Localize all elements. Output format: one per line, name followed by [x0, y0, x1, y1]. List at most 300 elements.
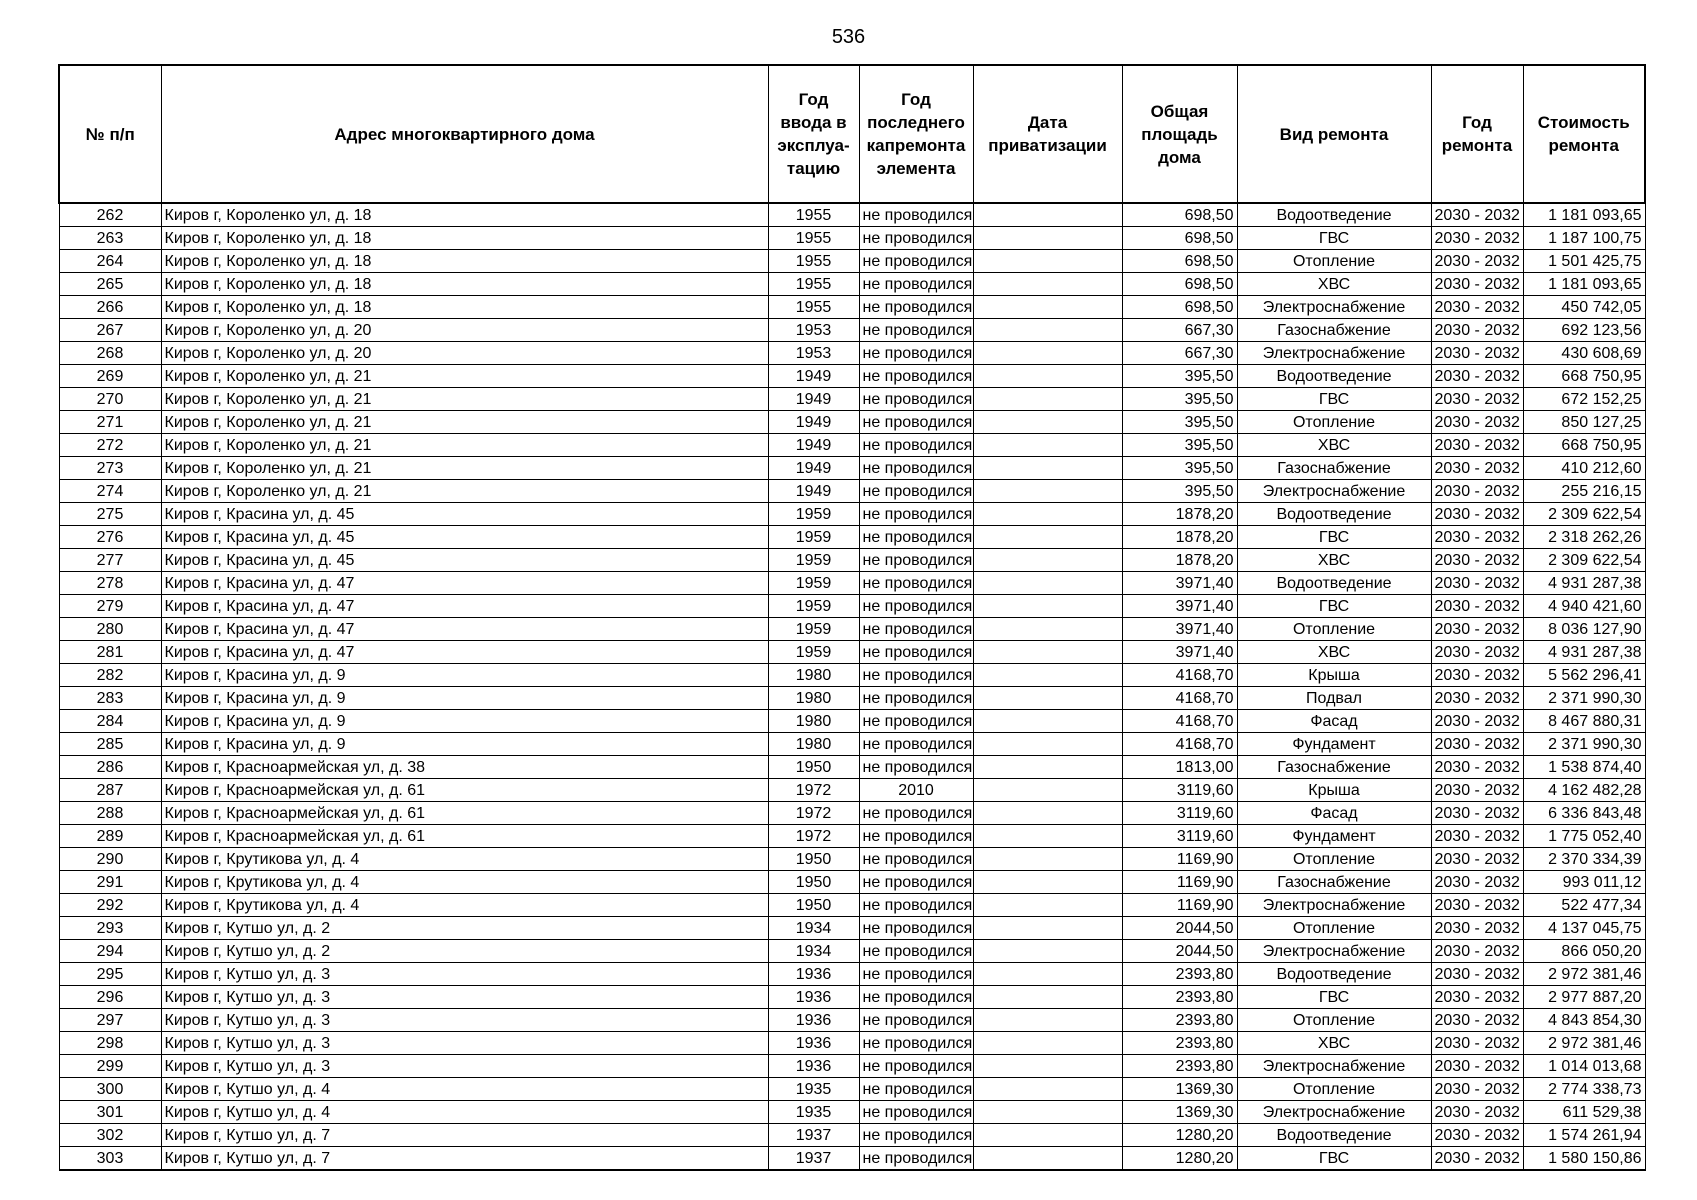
cell-cost: 1 538 874,40	[1523, 756, 1645, 779]
cell-area: 4168,70	[1122, 733, 1237, 756]
cell-privatization	[973, 250, 1122, 273]
cell-last-repair: не проводился	[859, 273, 973, 296]
cell-last-repair: не проводился	[859, 526, 973, 549]
cell-cost: 4 940 421,60	[1523, 595, 1645, 618]
cell-last-repair: не проводился	[859, 687, 973, 710]
cell-address: Киров г, Кутшо ул, д. 3	[161, 963, 768, 986]
cell-year-built: 1953	[768, 319, 859, 342]
table-row	[59, 756, 1645, 779]
cell-num: 264	[59, 250, 161, 273]
cell-repair-type: Водоотведение	[1237, 365, 1431, 388]
cell-repair-type: Водоотведение	[1237, 963, 1431, 986]
cell-area: 4168,70	[1122, 664, 1237, 687]
cell-address: Киров г, Кутшо ул, д. 3	[161, 1055, 768, 1078]
cell-cost: 2 972 381,46	[1523, 963, 1645, 986]
cell-year-built: 1937	[768, 1124, 859, 1147]
cell-repair-year: 2030 - 2032	[1431, 1055, 1523, 1078]
cell-address: Киров г, Кутшо ул, д. 3	[161, 1009, 768, 1032]
cell-privatization	[973, 664, 1122, 687]
repair-register-table	[58, 64, 1646, 1171]
cell-repair-type: ХВС	[1237, 549, 1431, 572]
cell-cost: 4 843 854,30	[1523, 1009, 1645, 1032]
cell-privatization	[973, 618, 1122, 641]
cell-repair-type: Газоснабжение	[1237, 457, 1431, 480]
table-row	[59, 986, 1645, 1009]
cell-privatization	[973, 434, 1122, 457]
cell-area: 698,50	[1122, 250, 1237, 273]
cell-num: 265	[59, 273, 161, 296]
cell-repair-type: Газоснабжение	[1237, 756, 1431, 779]
cell-cost: 430 608,69	[1523, 342, 1645, 365]
cell-privatization	[973, 1078, 1122, 1101]
cell-address: Киров г, Красина ул, д. 45	[161, 526, 768, 549]
header-repair-year: Год ремонта	[1431, 65, 1523, 203]
table-row	[59, 526, 1645, 549]
table-row	[59, 342, 1645, 365]
cell-repair-year: 2030 - 2032	[1431, 871, 1523, 894]
cell-area: 4168,70	[1122, 710, 1237, 733]
cell-last-repair: не проводился	[859, 1124, 973, 1147]
cell-cost: 1 014 013,68	[1523, 1055, 1645, 1078]
cell-num: 292	[59, 894, 161, 917]
table-row	[59, 1032, 1645, 1055]
cell-repair-type: Электроснабжение	[1237, 894, 1431, 917]
cell-area: 3119,60	[1122, 802, 1237, 825]
cell-privatization	[973, 411, 1122, 434]
cell-address: Киров г, Красина ул, д. 45	[161, 503, 768, 526]
table-row	[59, 825, 1645, 848]
cell-repair-type: Отопление	[1237, 1009, 1431, 1032]
cell-address: Киров г, Красноармейская ул, д. 61	[161, 802, 768, 825]
cell-area: 395,50	[1122, 480, 1237, 503]
cell-privatization	[973, 296, 1122, 319]
cell-privatization	[973, 963, 1122, 986]
cell-num: 277	[59, 549, 161, 572]
cell-repair-year: 2030 - 2032	[1431, 687, 1523, 710]
cell-repair-type: Подвал	[1237, 687, 1431, 710]
cell-repair-year: 2030 - 2032	[1431, 963, 1523, 986]
cell-num: 267	[59, 319, 161, 342]
cell-address: Киров г, Красина ул, д. 9	[161, 733, 768, 756]
table-row	[59, 549, 1645, 572]
cell-last-repair: не проводился	[859, 641, 973, 664]
table-row	[59, 1009, 1645, 1032]
cell-year-built: 1934	[768, 917, 859, 940]
cell-privatization	[973, 641, 1122, 664]
cell-year-built: 1934	[768, 940, 859, 963]
cell-area: 698,50	[1122, 227, 1237, 250]
cell-repair-type: Электроснабжение	[1237, 342, 1431, 365]
table-row	[59, 618, 1645, 641]
cell-year-built: 1949	[768, 434, 859, 457]
cell-privatization	[973, 365, 1122, 388]
cell-num: 274	[59, 480, 161, 503]
cell-last-repair: не проводился	[859, 848, 973, 871]
cell-repair-type: Газоснабжение	[1237, 319, 1431, 342]
table-row	[59, 664, 1645, 687]
cell-cost: 2 972 381,46	[1523, 1032, 1645, 1055]
cell-repair-year: 2030 - 2032	[1431, 1078, 1523, 1101]
cell-area: 395,50	[1122, 434, 1237, 457]
cell-address: Киров г, Красноармейская ул, д. 38	[161, 756, 768, 779]
cell-address: Киров г, Кутшо ул, д. 7	[161, 1147, 768, 1171]
cell-privatization	[973, 940, 1122, 963]
cell-area: 1169,90	[1122, 894, 1237, 917]
cell-area: 395,50	[1122, 388, 1237, 411]
cell-last-repair: не проводился	[859, 664, 973, 687]
cell-year-built: 1937	[768, 1147, 859, 1171]
cell-repair-type: ГВС	[1237, 1147, 1431, 1171]
cell-address: Киров г, Короленко ул, д. 18	[161, 203, 768, 227]
cell-cost: 8 036 127,90	[1523, 618, 1645, 641]
cell-last-repair: не проводился	[859, 227, 973, 250]
cell-num: 271	[59, 411, 161, 434]
cell-last-repair: не проводился	[859, 940, 973, 963]
cell-repair-year: 2030 - 2032	[1431, 273, 1523, 296]
table-row	[59, 848, 1645, 871]
cell-cost: 4 931 287,38	[1523, 572, 1645, 595]
cell-address: Киров г, Крутикова ул, д. 4	[161, 848, 768, 871]
cell-repair-type: ГВС	[1237, 986, 1431, 1009]
cell-repair-type: ГВС	[1237, 388, 1431, 411]
page-number: 536	[831, 26, 866, 48]
cell-address: Киров г, Крутикова ул, д. 4	[161, 894, 768, 917]
cell-repair-year: 2030 - 2032	[1431, 1032, 1523, 1055]
cell-num: 301	[59, 1101, 161, 1124]
cell-area: 1280,20	[1122, 1147, 1237, 1171]
cell-num: 299	[59, 1055, 161, 1078]
cell-address: Киров г, Красина ул, д. 9	[161, 687, 768, 710]
cell-last-repair: не проводился	[859, 1009, 973, 1032]
cell-year-built: 1950	[768, 894, 859, 917]
cell-repair-year: 2030 - 2032	[1431, 572, 1523, 595]
cell-area: 1878,20	[1122, 549, 1237, 572]
cell-year-built: 1955	[768, 296, 859, 319]
table-row	[59, 802, 1645, 825]
cell-privatization	[973, 917, 1122, 940]
table-row	[59, 1078, 1645, 1101]
table-row	[59, 388, 1645, 411]
cell-address: Киров г, Кутшо ул, д. 4	[161, 1078, 768, 1101]
cell-area: 1169,90	[1122, 871, 1237, 894]
cell-last-repair: не проводился	[859, 1101, 973, 1124]
cell-privatization	[973, 756, 1122, 779]
table-row	[59, 641, 1645, 664]
cell-privatization	[973, 549, 1122, 572]
cell-repair-type: Водоотведение	[1237, 503, 1431, 526]
cell-repair-year: 2030 - 2032	[1431, 227, 1523, 250]
cell-area: 3971,40	[1122, 641, 1237, 664]
cell-last-repair: не проводился	[859, 365, 973, 388]
cell-repair-type: Отопление	[1237, 618, 1431, 641]
cell-cost: 2 371 990,30	[1523, 733, 1645, 756]
cell-cost: 2 309 622,54	[1523, 549, 1645, 572]
cell-last-repair: не проводился	[859, 825, 973, 848]
cell-cost: 692 123,56	[1523, 319, 1645, 342]
cell-area: 667,30	[1122, 319, 1237, 342]
cell-num: 263	[59, 227, 161, 250]
header-cost: Стоимость ремонта	[1523, 65, 1645, 203]
header-repair-type: Вид ремонта	[1237, 65, 1431, 203]
table-row	[59, 1147, 1645, 1171]
cell-cost: 4 931 287,38	[1523, 641, 1645, 664]
cell-address: Киров г, Кутшо ул, д. 3	[161, 1032, 768, 1055]
cell-repair-year: 2030 - 2032	[1431, 296, 1523, 319]
cell-repair-year: 2030 - 2032	[1431, 825, 1523, 848]
table-row	[59, 411, 1645, 434]
cell-last-repair: не проводился	[859, 1055, 973, 1078]
cell-privatization	[973, 480, 1122, 503]
cell-privatization	[973, 1032, 1122, 1055]
cell-cost: 5 562 296,41	[1523, 664, 1645, 687]
cell-address: Киров г, Короленко ул, д. 20	[161, 342, 768, 365]
cell-year-built: 1980	[768, 733, 859, 756]
cell-num: 298	[59, 1032, 161, 1055]
cell-cost: 2 370 334,39	[1523, 848, 1645, 871]
cell-privatization	[973, 526, 1122, 549]
cell-num: 269	[59, 365, 161, 388]
table-row	[59, 203, 1645, 227]
cell-year-built: 1972	[768, 802, 859, 825]
cell-address: Киров г, Кутшо ул, д. 7	[161, 1124, 768, 1147]
cell-last-repair: не проводился	[859, 1078, 973, 1101]
cell-year-built: 1980	[768, 664, 859, 687]
cell-num: 276	[59, 526, 161, 549]
cell-repair-type: ХВС	[1237, 641, 1431, 664]
header-privatization: Дата приватизации	[973, 65, 1122, 203]
cell-privatization	[973, 687, 1122, 710]
cell-year-built: 1959	[768, 595, 859, 618]
table-row	[59, 457, 1645, 480]
cell-address: Киров г, Кутшо ул, д. 2	[161, 917, 768, 940]
cell-last-repair: не проводился	[859, 503, 973, 526]
cell-num: 284	[59, 710, 161, 733]
cell-repair-type: Электроснабжение	[1237, 1055, 1431, 1078]
cell-num: 285	[59, 733, 161, 756]
cell-repair-type: ГВС	[1237, 227, 1431, 250]
cell-repair-year: 2030 - 2032	[1431, 802, 1523, 825]
cell-cost: 2 309 622,54	[1523, 503, 1645, 526]
cell-privatization	[973, 595, 1122, 618]
table-row	[59, 365, 1645, 388]
cell-cost: 668 750,95	[1523, 365, 1645, 388]
cell-last-repair: не проводился	[859, 710, 973, 733]
cell-num: 281	[59, 641, 161, 664]
cell-num: 303	[59, 1147, 161, 1171]
cell-last-repair: не проводился	[859, 572, 973, 595]
cell-privatization	[973, 894, 1122, 917]
cell-year-built: 1955	[768, 203, 859, 227]
cell-area: 4168,70	[1122, 687, 1237, 710]
cell-area: 2044,50	[1122, 917, 1237, 940]
cell-repair-year: 2030 - 2032	[1431, 526, 1523, 549]
cell-last-repair: не проводился	[859, 917, 973, 940]
cell-year-built: 1980	[768, 687, 859, 710]
cell-repair-type: Электроснабжение	[1237, 296, 1431, 319]
cell-repair-year: 2030 - 2032	[1431, 917, 1523, 940]
cell-area: 2393,80	[1122, 1055, 1237, 1078]
cell-year-built: 1972	[768, 825, 859, 848]
cell-address: Киров г, Короленко ул, д. 21	[161, 365, 768, 388]
cell-area: 1369,30	[1122, 1078, 1237, 1101]
cell-num: 273	[59, 457, 161, 480]
cell-last-repair: не проводился	[859, 756, 973, 779]
cell-privatization	[973, 848, 1122, 871]
cell-year-built: 1935	[768, 1078, 859, 1101]
cell-repair-year: 2030 - 2032	[1431, 595, 1523, 618]
cell-num: 288	[59, 802, 161, 825]
cell-year-built: 1959	[768, 526, 859, 549]
cell-last-repair: не проводился	[859, 986, 973, 1009]
cell-repair-type: Крыша	[1237, 779, 1431, 802]
cell-repair-year: 2030 - 2032	[1431, 894, 1523, 917]
cell-area: 1813,00	[1122, 756, 1237, 779]
cell-repair-type: Отопление	[1237, 848, 1431, 871]
cell-privatization	[973, 779, 1122, 802]
table-row	[59, 319, 1645, 342]
table-row	[59, 1055, 1645, 1078]
cell-privatization	[973, 986, 1122, 1009]
cell-num: 289	[59, 825, 161, 848]
cell-last-repair: не проводился	[859, 250, 973, 273]
table-row	[59, 296, 1645, 319]
cell-address: Киров г, Короленко ул, д. 18	[161, 273, 768, 296]
cell-privatization	[973, 1101, 1122, 1124]
cell-repair-year: 2030 - 2032	[1431, 342, 1523, 365]
cell-privatization	[973, 710, 1122, 733]
cell-repair-year: 2030 - 2032	[1431, 250, 1523, 273]
cell-repair-year: 2030 - 2032	[1431, 434, 1523, 457]
table-row	[59, 894, 1645, 917]
cell-cost: 993 011,12	[1523, 871, 1645, 894]
cell-num: 300	[59, 1078, 161, 1101]
cell-year-built: 1953	[768, 342, 859, 365]
cell-repair-year: 2030 - 2032	[1431, 848, 1523, 871]
cell-cost: 4 162 482,28	[1523, 779, 1645, 802]
cell-repair-year: 2030 - 2032	[1431, 710, 1523, 733]
cell-address: Киров г, Крутикова ул, д. 4	[161, 871, 768, 894]
cell-repair-type: Отопление	[1237, 917, 1431, 940]
cell-year-built: 1935	[768, 1101, 859, 1124]
cell-address: Киров г, Короленко ул, д. 18	[161, 250, 768, 273]
cell-num: 283	[59, 687, 161, 710]
cell-repair-year: 2030 - 2032	[1431, 457, 1523, 480]
cell-privatization	[973, 503, 1122, 526]
cell-address: Киров г, Короленко ул, д. 21	[161, 457, 768, 480]
table-row	[59, 733, 1645, 756]
table-row	[59, 1124, 1645, 1147]
table-row	[59, 940, 1645, 963]
cell-last-repair: не проводился	[859, 1147, 973, 1171]
cell-area: 667,30	[1122, 342, 1237, 365]
cell-privatization	[973, 825, 1122, 848]
cell-year-built: 1936	[768, 963, 859, 986]
cell-year-built: 1949	[768, 480, 859, 503]
cell-num: 291	[59, 871, 161, 894]
cell-last-repair: не проводился	[859, 411, 973, 434]
cell-year-built: 1949	[768, 388, 859, 411]
cell-num: 279	[59, 595, 161, 618]
cell-repair-year: 2030 - 2032	[1431, 549, 1523, 572]
cell-address: Киров г, Красина ул, д. 47	[161, 572, 768, 595]
cell-repair-year: 2030 - 2032	[1431, 618, 1523, 641]
cell-last-repair: 2010	[859, 779, 973, 802]
table-row	[59, 779, 1645, 802]
cell-repair-type: Отопление	[1237, 250, 1431, 273]
cell-address: Киров г, Короленко ул, д. 21	[161, 434, 768, 457]
table-row	[59, 273, 1645, 296]
cell-address: Киров г, Красина ул, д. 47	[161, 641, 768, 664]
cell-num: 266	[59, 296, 161, 319]
table-row	[59, 1101, 1645, 1124]
cell-privatization	[973, 871, 1122, 894]
cell-privatization	[973, 227, 1122, 250]
cell-cost: 8 467 880,31	[1523, 710, 1645, 733]
table-row	[59, 687, 1645, 710]
cell-year-built: 1949	[768, 411, 859, 434]
cell-area: 2393,80	[1122, 1032, 1237, 1055]
cell-year-built: 1959	[768, 641, 859, 664]
cell-repair-year: 2030 - 2032	[1431, 664, 1523, 687]
cell-cost: 611 529,38	[1523, 1101, 1645, 1124]
cell-area: 3119,60	[1122, 779, 1237, 802]
cell-privatization	[973, 457, 1122, 480]
cell-repair-type: Водоотведение	[1237, 1124, 1431, 1147]
cell-area: 3971,40	[1122, 572, 1237, 595]
cell-privatization	[973, 342, 1122, 365]
cell-repair-year: 2030 - 2032	[1431, 733, 1523, 756]
cell-repair-type: Электроснабжение	[1237, 1101, 1431, 1124]
cell-privatization	[973, 802, 1122, 825]
cell-area: 2393,80	[1122, 986, 1237, 1009]
cell-repair-year: 2030 - 2032	[1431, 503, 1523, 526]
cell-cost: 410 212,60	[1523, 457, 1645, 480]
cell-address: Киров г, Короленко ул, д. 21	[161, 411, 768, 434]
cell-year-built: 1980	[768, 710, 859, 733]
cell-repair-type: Отопление	[1237, 1078, 1431, 1101]
table-row	[59, 572, 1645, 595]
cell-year-built: 1936	[768, 1055, 859, 1078]
cell-repair-year: 2030 - 2032	[1431, 779, 1523, 802]
table-body	[59, 203, 1645, 1170]
cell-year-built: 1950	[768, 871, 859, 894]
cell-repair-year: 2030 - 2032	[1431, 641, 1523, 664]
cell-cost: 668 750,95	[1523, 434, 1645, 457]
header-num: № п/п	[59, 65, 161, 203]
cell-year-built: 1949	[768, 457, 859, 480]
cell-repair-type: Электроснабжение	[1237, 480, 1431, 503]
table-row	[59, 871, 1645, 894]
cell-cost: 672 152,25	[1523, 388, 1645, 411]
cell-num: 297	[59, 1009, 161, 1032]
cell-address: Киров г, Красноармейская ул, д. 61	[161, 825, 768, 848]
cell-cost: 522 477,34	[1523, 894, 1645, 917]
cell-num: 275	[59, 503, 161, 526]
cell-repair-year: 2030 - 2032	[1431, 411, 1523, 434]
cell-address: Киров г, Красина ул, д. 9	[161, 710, 768, 733]
cell-area: 698,50	[1122, 273, 1237, 296]
cell-repair-year: 2030 - 2032	[1431, 1101, 1523, 1124]
cell-last-repair: не проводился	[859, 871, 973, 894]
cell-repair-type: Газоснабжение	[1237, 871, 1431, 894]
cell-repair-type: Водоотведение	[1237, 572, 1431, 595]
cell-repair-type: Электроснабжение	[1237, 940, 1431, 963]
cell-address: Киров г, Короленко ул, д. 20	[161, 319, 768, 342]
cell-last-repair: не проводился	[859, 457, 973, 480]
cell-cost: 1 181 093,65	[1523, 203, 1645, 227]
cell-privatization	[973, 1147, 1122, 1171]
cell-privatization	[973, 1009, 1122, 1032]
